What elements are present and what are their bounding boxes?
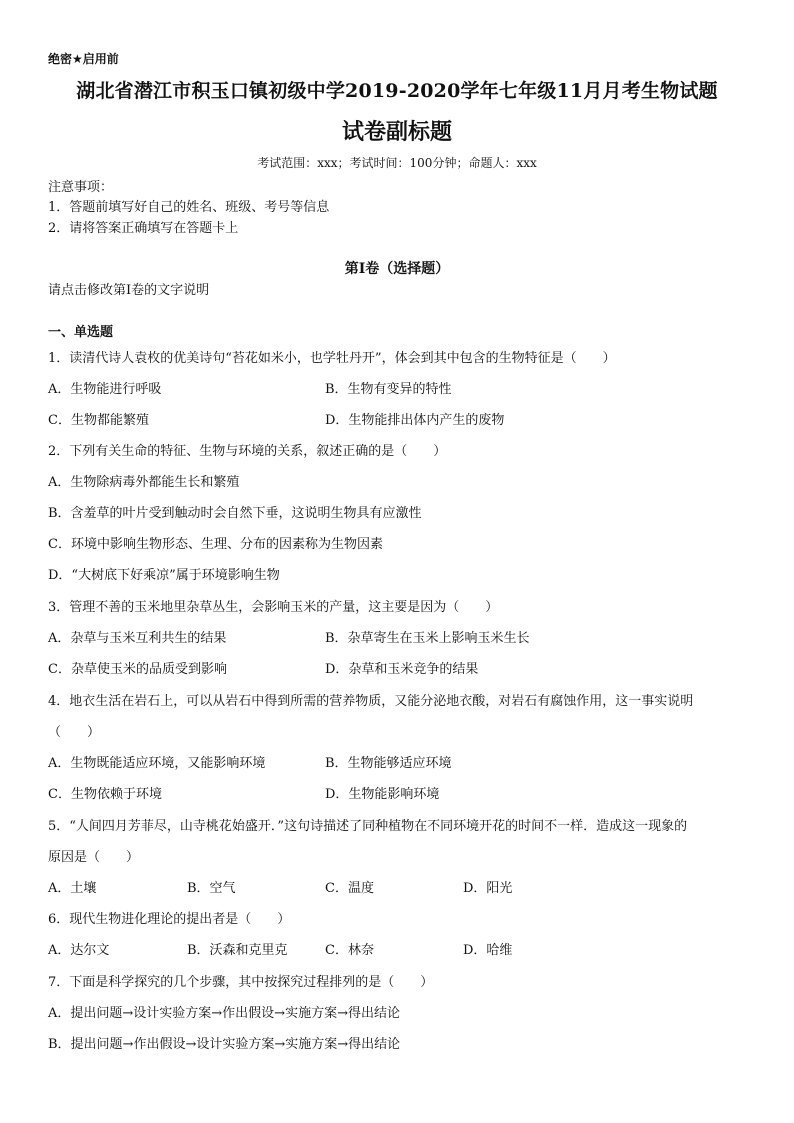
option-a: A．生物除病毒外都能生长和繁殖 <box>48 475 240 490</box>
option-b: B．生物有变异的特性 <box>325 382 452 397</box>
exam-title: 湖北省潜江市积玉口镇初级中学2019-2020学年七年级11月月考生物试题 <box>76 80 718 102</box>
option-d: D．哈维 <box>463 943 513 958</box>
option-b: B．空气 <box>187 881 236 896</box>
option-b: B．提出问题→作出假设→设计实验方案→实施方案→得出结论 <box>48 1037 401 1052</box>
option-b: B．沃森和克里克 <box>187 943 288 958</box>
question-stem: 7．下面是科学探究的几个步骤，其中按探究过程排列的是（ ） <box>48 975 434 990</box>
note-item: 2．请将答案正确填写在答题卡上 <box>48 221 239 236</box>
question-stem: 5．“人间四月芳菲尽，山寺桃花始盛开．”这句诗描述了同种植物在不同环境开花的时间不一样．造成这一现象的 <box>48 819 688 834</box>
exam-meta: 考试范围：xxx；考试时间：100分钟；命题人：xxx <box>257 156 537 170</box>
option-c: C．林奈 <box>325 943 374 958</box>
option-d: D．生物能影响环境 <box>325 787 440 802</box>
option-c: C．杂草使玉米的品质受到影响 <box>48 662 227 677</box>
option-a: A．生物能进行呼吸 <box>48 382 162 397</box>
note-item: 1．答题前填写好自己的姓名、班级、考号等信息 <box>48 200 330 215</box>
question-stem: 4．地衣生活在岩石上，可以从岩石中得到所需的营养物质，又能分泌地衣酸，对岩石有腐蚀作用，这一事实说明 <box>48 694 694 709</box>
option-a: A．提出问题→设计实验方案→作出假设→实施方案→得出结论 <box>48 1006 400 1021</box>
option-b: B．杂草寄生在玉米上影响玉米生长 <box>325 631 530 646</box>
confidential-label: 绝密★启用前 <box>48 52 119 66</box>
option-a: A．生物既能适应环境，又能影响环境 <box>48 756 266 771</box>
exam-subtitle: 试卷副标题 <box>341 119 452 145</box>
option-c: C．生物依赖于环境 <box>48 787 162 802</box>
option-d: D．“大树底下好乘凉”属于环境影响生物 <box>48 568 280 583</box>
question-stem: 2．下列有关生命的特征、生物与环境的关系，叙述正确的是（ ） <box>48 444 447 459</box>
option-c: C．温度 <box>325 881 374 896</box>
question-stem-continued: 原因是（ ） <box>48 850 140 865</box>
option-d: D．生物能排出体内产生的废物 <box>325 413 505 428</box>
question-stem-continued: （ ） <box>48 725 101 740</box>
option-a: A．达尔文 <box>48 943 110 958</box>
section-title: 一、单选题 <box>48 325 114 340</box>
option-c: C．生物都能繁殖 <box>48 413 149 428</box>
option-b: B．含羞草的叶片受到触动时会自然下垂，这说明生物具有应激性 <box>48 506 422 521</box>
option-c: C．环境中影响生物形态、生理、分布的因素称为生物因素 <box>48 537 383 552</box>
part-title: 第I卷（选择题） <box>344 261 450 277</box>
option-d: D．阳光 <box>463 881 513 896</box>
option-a: A．杂草与玉米互利共生的结果 <box>48 631 227 646</box>
part-description: 请点击修改第I卷的文字说明 <box>48 283 210 298</box>
option-b: B．生物能够适应环境 <box>325 756 452 771</box>
question-stem: 1．读清代诗人袁枚的优美诗句“苔花如米小，也学牡丹开”，体会到其中包含的生物特征是（ ） <box>48 351 616 366</box>
notes-heading: 注意事项： <box>48 180 114 195</box>
option-a: A．土壤 <box>48 881 97 896</box>
question-stem: 3．管理不善的玉米地里杂草丛生，会影响玉米的产量，这主要是因为（ ） <box>48 600 499 615</box>
question-stem: 6．现代生物进化理论的提出者是（ ） <box>48 912 291 927</box>
option-d: D．杂草和玉米竞争的结果 <box>325 662 479 677</box>
